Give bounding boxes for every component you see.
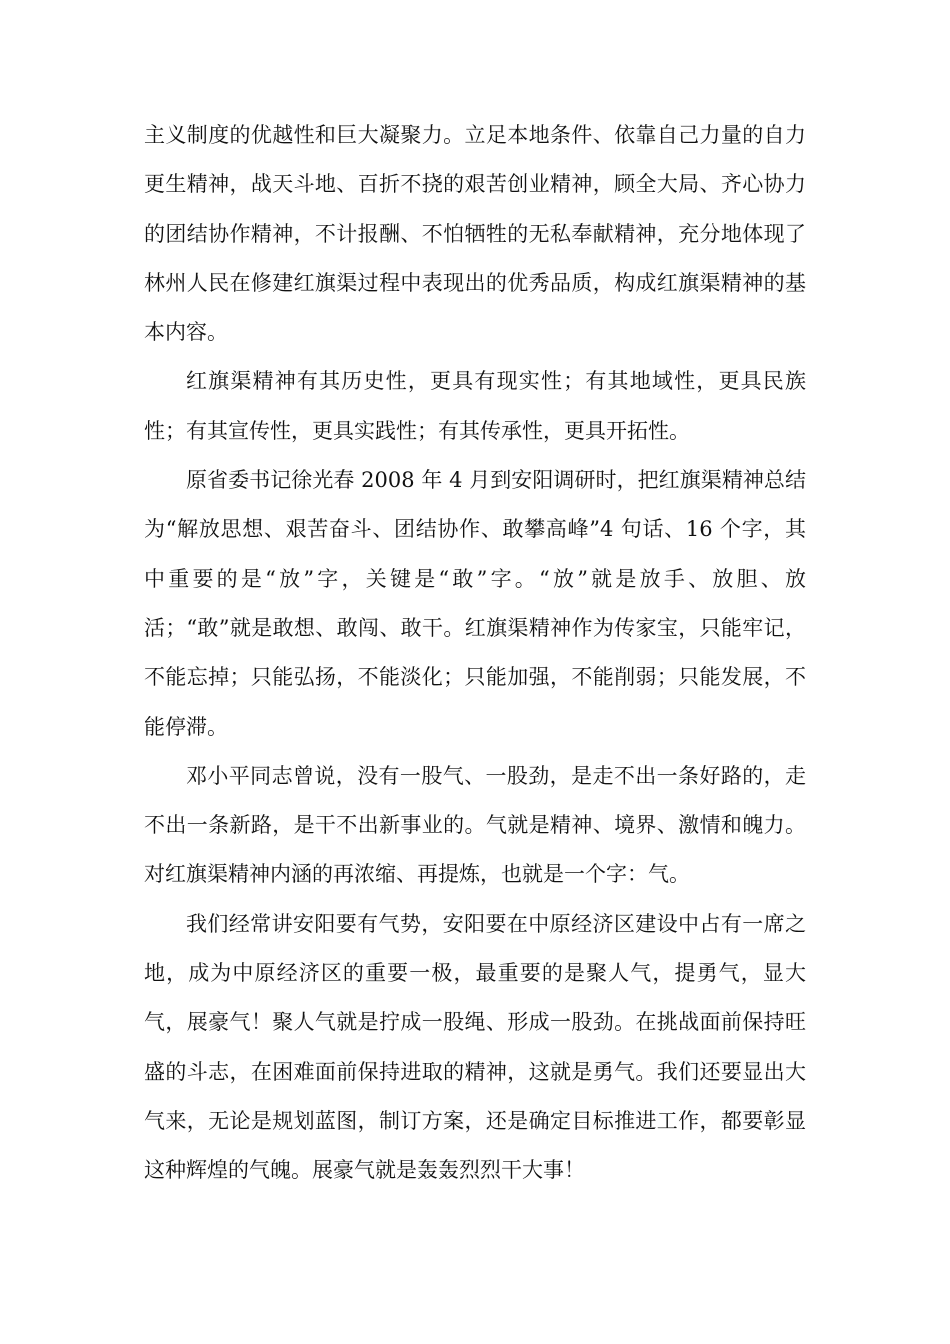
paragraph-2: 红旗渠精神有其历史性，更具有现实性；有其地域性，更具民族性；有其宣传性，更具实践性；有其传承性，更具开拓性。 bbox=[144, 369, 806, 443]
paragraph-3: 原省委书记徐光春 2008 年 4 月到安阳调研时，把红旗渠精神总结为“解放思想、艰苦奋斗、团结协作、敢攀高峰”4 句话、16 个字，其中重要的是“放”字，关键是“敢”字。“放”就是放手、放胆、放活；“敢”就是敢想、敢闯、敢干。红旗渠精神作为传家宝，只能牢记，不能忘掉；只能弘扬，不能淡化；只能加强，不能削弱；只能发展，不能停滞。 bbox=[144, 468, 806, 739]
paragraph-1: 主义制度的优越性和巨大凝聚力。立足本地条件、依靠自己力量的自力更生精神，战天斗地、百折不挠的艰苦创业精神，顾全大局、齐心协力的团结协作精神，不计报酬、不怕牺牲的无私奉献精神，充分地体现了林州人民在修建红旗渠过程中表现出的优秀品质，构成红旗渠精神的基本内容。 bbox=[144, 123, 806, 345]
paragraph-5: 我们经常讲安阳要有气势，安阳要在中原经济区建设中占有一席之地，成为中原经济区的重要一极，最重要的是聚人气，提勇气，显大气，展豪气！聚人气就是拧成一股绳、形成一股劲。在挑战面前保持旺盛的斗志，在困难面前保持进取的精神，这就是勇气。我们还要显出大气来，无论是规划蓝图，制订方案，还是确定目标推进工作，都要彰显这种辉煌的气魄。展豪气就是轰轰烈烈干大事！ bbox=[144, 911, 806, 1183]
document-body bbox=[144, 111, 806, 1196]
paragraph-4: 邓小平同志曾说，没有一股气、一股劲，是走不出一条好路的，走不出一条新路，是干不出新事业的。气就是精神、境界、激情和魄力。对红旗渠精神内涵的再浓缩、再提炼，也就是一个字：气。 bbox=[144, 763, 806, 887]
